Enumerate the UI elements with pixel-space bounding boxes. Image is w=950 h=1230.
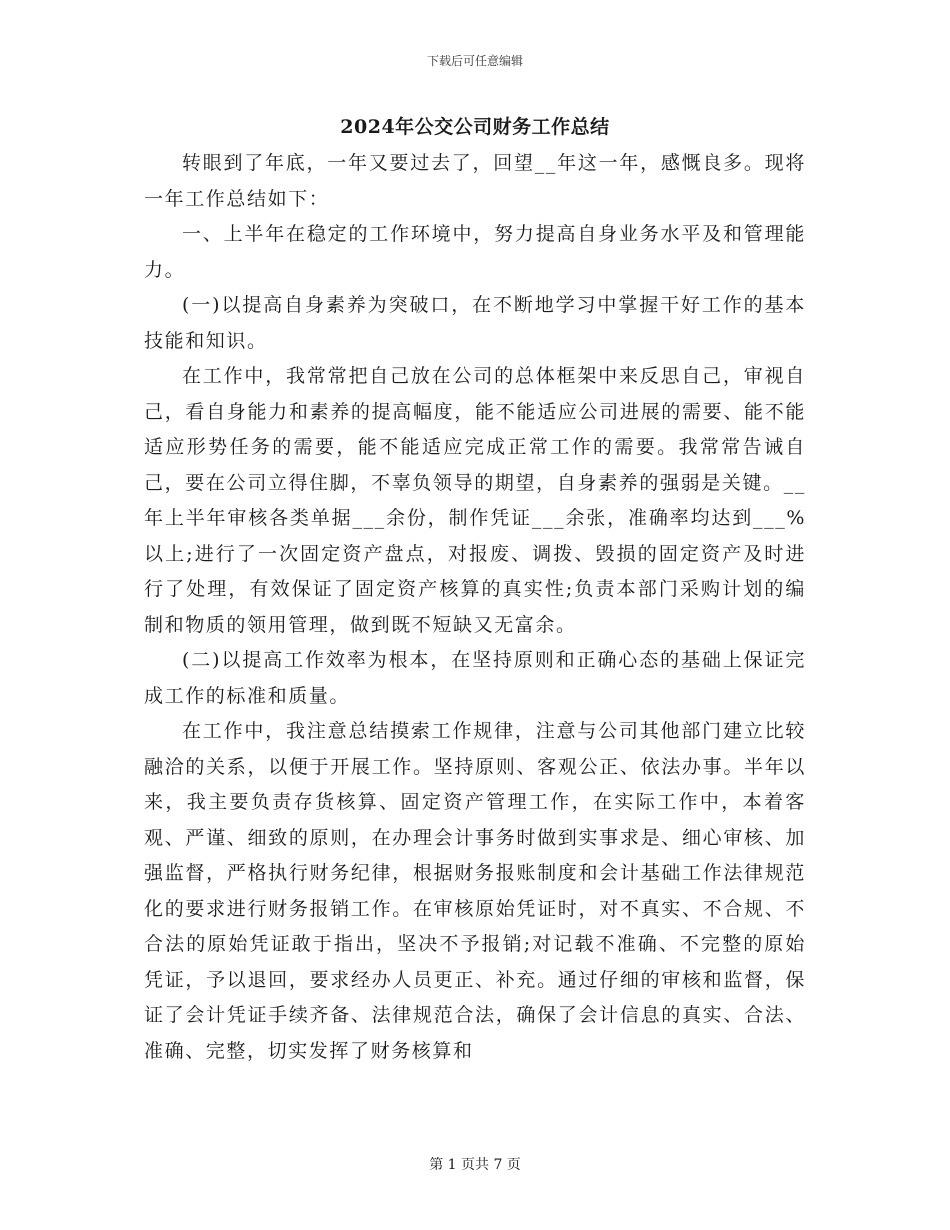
page-title: 2024年公交公司财务工作总结 — [340, 116, 610, 138]
page-footer-indicator: 第 1 页共 7 页 — [429, 1157, 521, 1173]
paragraph-subsection-1: (一)以提高自身素养为突破口，在不断地学习中掌握干好工作的基本技能和知识。 — [144, 294, 806, 352]
paragraph-subsection-2: (二)以提高工作效率为根本，在坚持原则和正确心态的基础上保证完成工作的标准和质量。 — [144, 649, 806, 707]
paragraph-section-heading: 一、上半年在稳定的工作环境中，努力提高自身业务水平及和管理能力。 — [144, 223, 806, 281]
document-body — [144, 146, 806, 1069]
page-header-note: 下载后可任意编辑 — [426, 54, 523, 68]
paragraph-intro: 转眼到了年底，一年又要过去了，回望__年这一年，感慨良多。现将一年工作总结如下： — [144, 152, 806, 210]
paragraph-self-improvement: 在工作中，我常常把自己放在公司的总体框架中来反思自己，审视自己，看自身能力和素养的提高幅度，能不能适应公司进展的需要、能不能适应形势任务的需要，能不能适应完成正常工作的需要。我常常告诫自己，要在公司立得住脚，不辜负领导的期望，自身素养的强弱是关键。__年上半年审核各类单据___余份，制作凭证___余张，准确率均达到___%以上;进行了一次固定资产盘点，对报废、调拨、毁损的固定资产及时进行了处理，有效保证了固定资产核算的真实性;负责本部门采购计划的编制和物质的领用管理，做到既不短缺又无富余。 — [144, 365, 806, 636]
paragraph-work-efficiency: 在工作中，我注意总结摸索工作规律，注意与公司其他部门建立比较融洽的关系，以便于开展工作。坚持原则、客观公正、依法办事。半年以来，我主要负责存货核算、固定资产管理工作，在实际工作中，本着客观、严谨、细致的原则，在办理会计事务时做到实事求是、细心审核、加强监督，严格执行财务纪律，根据财务报账制度和会计基础工作法律规范化的要求进行财务报销工作。在审核原始凭证时，对不真实、不合规、不合法的原始凭证敢于指出，坚决不予报销;对记载不准确、不完整的原始凭证，予以退回，要求经办人员更正、补充。通过仔细的审核和监督，保证了会计凭证手续齐备、法律规范合法，确保了会计信息的真实、合法、准确、完整，切实发挥了财务核算和 — [144, 720, 806, 1062]
